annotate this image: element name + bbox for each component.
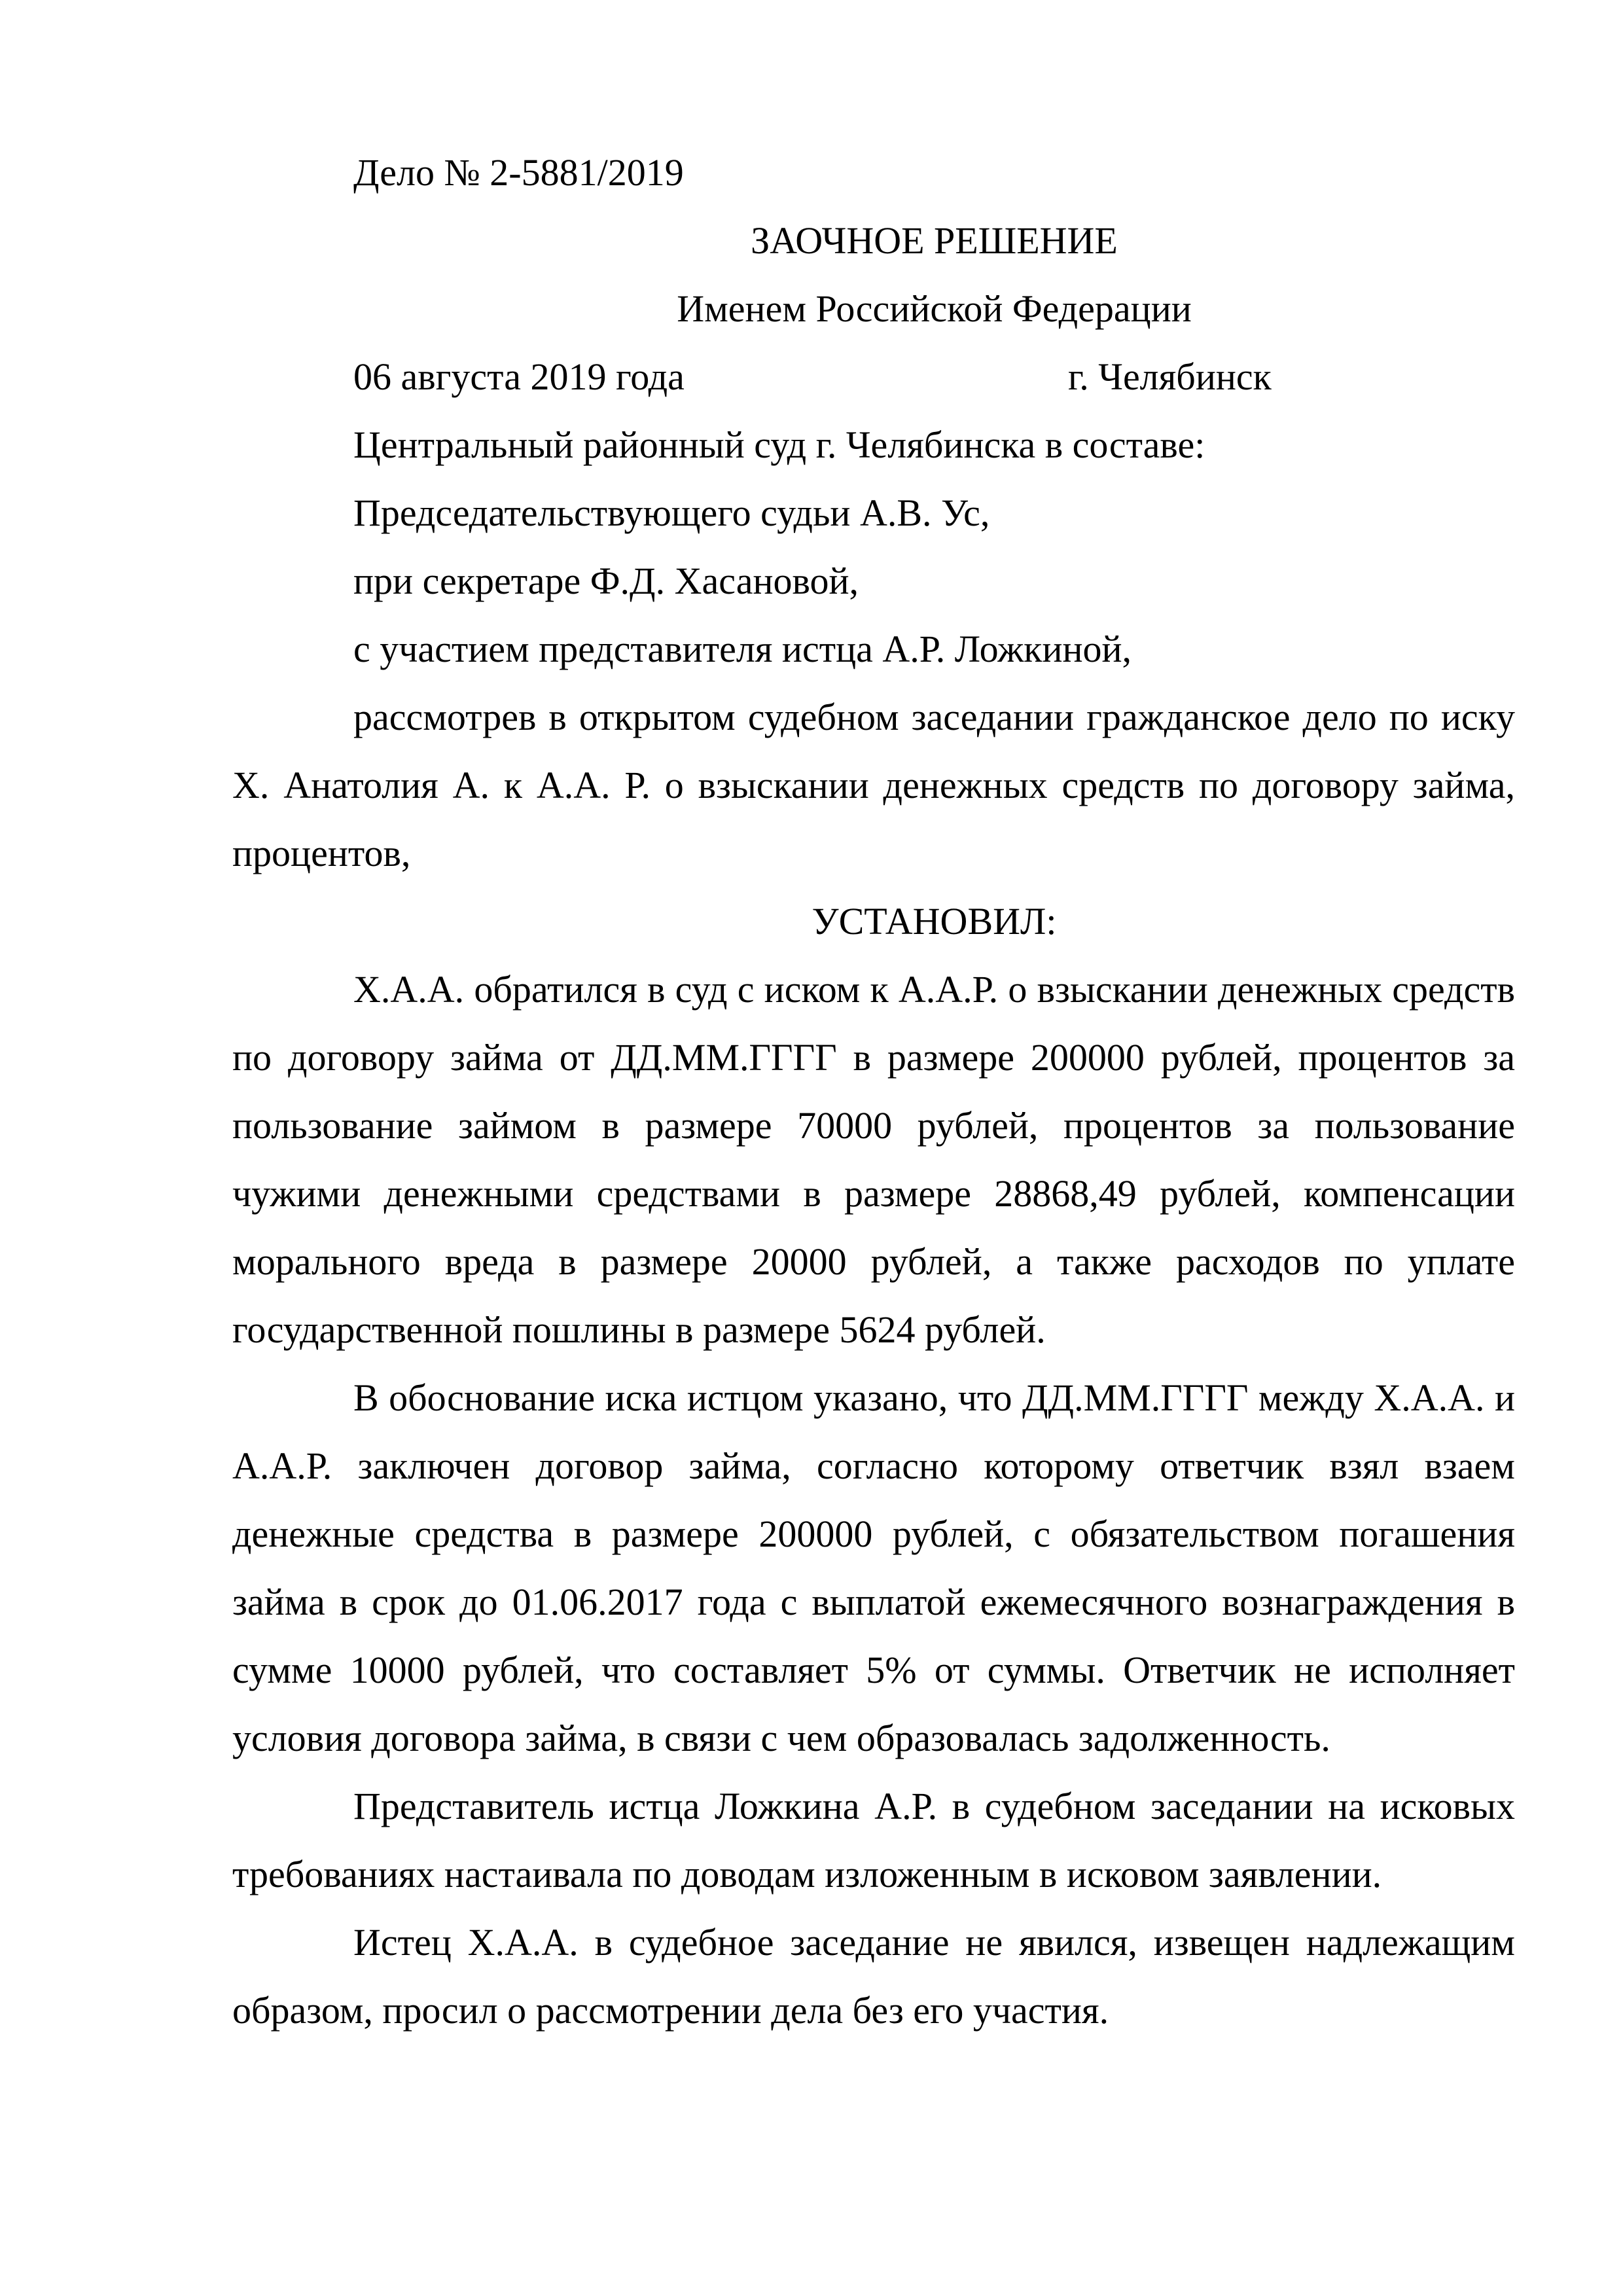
body-paragraph-plaintiff-absence: Истец Х.А.А. в судебное заседание не явился, извещен надлежащим образом, просил о рассмотрении дела без его участия. [232,1921,1515,2032]
secretary-line: при секретаре Ф.Д. Хасановой, [353,560,859,602]
case-intro-paragraph: рассмотрев в открытом судебном заседании гражданское дело по иску Х. Анатолия А. к А.А. Р. о взыскании денежных средств по договору займа, процентов, [232,696,1515,874]
decision-date: 06 августа 2019 года [353,355,685,398]
decision-city: г. Челябинск [1068,355,1272,398]
case-number: Дело № 2-5881/2019 [353,151,684,194]
date-place-line [232,343,1515,411]
body-paragraph-justification: В обоснование иска истцом указано, что ДД.ММ.ГГГГ между Х.А.А. и А.А.Р. заключен договор займа, согласно которому ответчик взял взаем денежные средства в размере 200000 рублей, с обязательством погашения займа в срок до 01.06.2017 года с выплатой ежемесячного вознаграждения в сумме 10000 рублей, что составляет 5% от суммы. Ответчик не исполняет условия договора займа, в связи с чем образовалась задолженность. [232,1376,1515,1759]
section-heading-ustanovil: УСТАНОВИЛ: [812,900,1057,942]
court-name-line: Центральный районный суд г. Челябинска в составе: [353,423,1205,466]
document-title: ЗАОЧНОЕ РЕШЕНИЕ [751,219,1118,262]
document-subtitle: Именем Российской Федерации [677,287,1192,330]
body-paragraph-claims: Х.А.А. обратился в суд с иском к А.А.Р. о взыскании денежных средств по договору займа от ДД.ММ.ГГГГ в размере 200000 рублей, процентов за пользование займом в размере 70000 рублей, процентов за пользование чужими денежными средствами в размере 28868,49 рублей, компенсации морального вреда в размере 20000 рублей, а также расходов по уплате государственной пошлины в размере 5624 рублей. [232,968,1515,1351]
presiding-judge-line: Председательствующего судьи А.В. Ус, [353,492,990,534]
body-paragraph-representative-position: Представитель истца Ложкина А.Р. в судебном заседании на исковых требованиях настаивала по доводам изложенным в исковом заявлении. [232,1785,1515,1895]
plaintiff-representative-line: с участием представителя истца А.Р. Ложкиной, [353,628,1132,670]
